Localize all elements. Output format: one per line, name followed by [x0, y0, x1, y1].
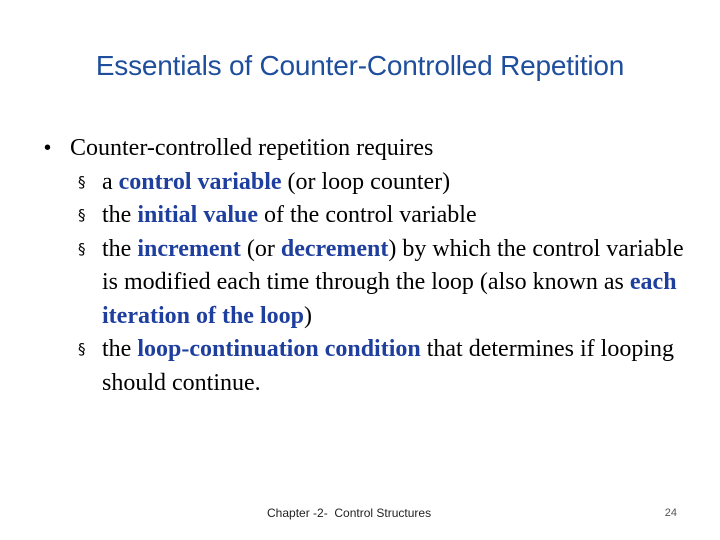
subitem-increment	[44, 233, 694, 334]
slide-title: Essentials of Counter-Controlled Repetition	[95, 50, 625, 81]
square-bullet-icon: §	[78, 239, 86, 258]
slide-content	[44, 132, 694, 400]
slide-footer: Chapter -2- Control Structures	[267, 506, 432, 520]
highlight-term: initial value	[137, 202, 259, 228]
highlight-term: increment	[137, 235, 241, 262]
subitem-loop-condition	[44, 333, 694, 400]
highlight-term: each iteration of the loop	[102, 269, 677, 329]
subitem-text: (or loop counter)	[281, 168, 451, 195]
bullet-dot-icon: •	[44, 137, 52, 159]
square-bullet-icon: §	[78, 172, 86, 191]
subitem-text: )	[303, 302, 312, 329]
highlight-term: decrement	[280, 235, 389, 262]
subitem-text: a	[102, 168, 119, 195]
subitem-text: the	[102, 336, 138, 362]
highlight-term: control variable	[118, 168, 282, 195]
bullet-text: Counter-controlled repetition requires	[70, 135, 434, 161]
highlight-term: loop-continuation condition	[137, 336, 421, 362]
subitem-initial-value	[44, 199, 694, 233]
subitem-text: that determines if looping should continue.	[102, 336, 675, 396]
square-bullet-icon: §	[78, 206, 86, 224]
square-bullet-icon: §	[78, 340, 86, 358]
subitem-text: (or	[240, 235, 281, 262]
subitem-text: the	[102, 202, 138, 228]
subitem-control-variable	[44, 166, 694, 200]
bullet-item	[44, 132, 694, 166]
subitem-text: the	[102, 235, 138, 262]
subitem-text: ) by which the control variable is modified each time through the loop (also known as	[102, 235, 684, 295]
page-number: 24	[664, 507, 677, 519]
subitem-text: of the control variable	[258, 202, 477, 228]
